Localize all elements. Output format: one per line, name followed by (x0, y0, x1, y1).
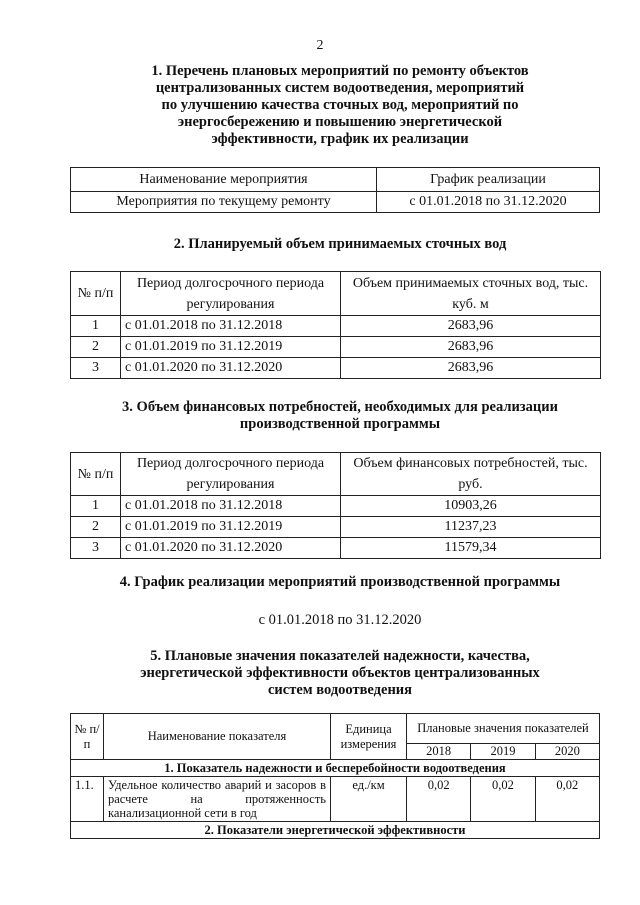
cell-volume: 2683,96 (341, 316, 601, 337)
table-row (71, 777, 600, 822)
header-volume: Объем принимаемых сточных вод, тыс. куб. м (341, 272, 601, 316)
section4-period: с 01.01.2018 по 31.12.2020 (258, 612, 422, 628)
activities-table (70, 167, 600, 213)
header-period: Период долгосрочного периода регулирования (121, 453, 341, 496)
section1-title-line: эффективности, график их реализации (211, 131, 469, 147)
table-header-row (71, 272, 601, 316)
cell-num: 1.1. (71, 777, 104, 822)
wastewater-volume-table (70, 271, 601, 379)
cell-num: 1 (71, 496, 121, 517)
table-row (71, 496, 601, 517)
cell-period: с 01.01.2020 по 31.12.2020 (121, 538, 341, 559)
section4-title: 4. График реализации мероприятий производственной программы (119, 574, 561, 590)
table-header-row (71, 453, 601, 496)
table-row (71, 517, 601, 538)
cell-indicator-name: Удельное количество аварий и засоров в расчете на протяженность канализационной сети в год (104, 777, 331, 822)
header-num: № п/п (71, 453, 121, 496)
cell-schedule: с 01.01.2018 по 31.12.2020 (377, 192, 600, 213)
header-activity-name: Наименование мероприятия (71, 168, 377, 192)
cell-amount: 11237,23 (341, 517, 601, 538)
cell-period: с 01.01.2019 по 31.12.2019 (121, 337, 341, 358)
group-row (71, 822, 600, 839)
section1-title-line: энергосбережению и повышению энергетической (177, 114, 503, 130)
section2-title: 2. Планируемый объем принимаемых сточных вод (173, 236, 507, 252)
section3-title (60, 399, 620, 433)
group-title: 1. Показатель надежности и бесперебойности водоотведения (71, 760, 600, 777)
section5-title-line: 5. Плановые значения показателей надежности, качества, (150, 648, 530, 664)
table-row (71, 192, 600, 213)
cell-activity: Мероприятия по текущему ремонту (71, 192, 377, 213)
indicators-table (70, 713, 600, 839)
financial-needs-table (70, 452, 601, 559)
table-row (71, 316, 601, 337)
header-financial: Объем финансовых потребностей, тыс. руб. (341, 453, 601, 496)
section1-title-line: по улучшению качества сточных вод, мероприятий по (161, 97, 519, 113)
cell-num: 3 (71, 538, 121, 559)
header-schedule: График реализации (377, 168, 600, 192)
cell-amount: 10903,26 (341, 496, 601, 517)
cell-period: с 01.01.2018 по 31.12.2018 (121, 316, 341, 337)
table-header-row (71, 168, 600, 192)
header-year: 2019 (471, 744, 535, 760)
header-period: Период долгосрочного периода регулирования (121, 272, 341, 316)
header-unit: Единица измерения (331, 714, 407, 760)
section3-title-line: производственной программы (239, 416, 441, 432)
group-title: 2. Показатели энергетической эффективности (71, 822, 600, 839)
cell-value-2018: 0,02 (407, 777, 471, 822)
header-num: № п/п (71, 714, 104, 760)
section5-title-line: энергетической эффективности объектов централизованных (140, 665, 540, 681)
header-indicator-name: Наименование показателя (104, 714, 331, 760)
section5-title (60, 648, 620, 699)
cell-period: с 01.01.2020 по 31.12.2020 (121, 358, 341, 379)
cell-num: 1 (71, 316, 121, 337)
section3-title-line: 3. Объем финансовых потребностей, необходимых для реализации (122, 399, 558, 415)
cell-num: 2 (71, 517, 121, 538)
cell-period: с 01.01.2019 по 31.12.2019 (121, 517, 341, 538)
section5-title-line: систем водоотведения (267, 682, 413, 698)
table-row (71, 358, 601, 379)
header-planned-values: Плановые значения показателей (407, 714, 600, 744)
section1-title-line: 1. Перечень плановых мероприятий по ремонту объектов (151, 63, 529, 79)
section1-title-line: централизованных систем водоотведения, мероприятий (155, 80, 525, 96)
cell-unit: ед./км (331, 777, 407, 822)
cell-value-2020: 0,02 (535, 777, 599, 822)
section1-title (60, 63, 620, 148)
cell-volume: 2683,96 (341, 337, 601, 358)
page-number: 2 (316, 38, 324, 53)
cell-amount: 11579,34 (341, 538, 601, 559)
cell-num: 3 (71, 358, 121, 379)
cell-value-2019: 0,02 (471, 777, 535, 822)
cell-num: 2 (71, 337, 121, 358)
table-header-row (71, 714, 600, 744)
group-row (71, 760, 600, 777)
table-row (71, 337, 601, 358)
table-row (71, 538, 601, 559)
header-num: № п/п (71, 272, 121, 316)
cell-period: с 01.01.2018 по 31.12.2018 (121, 496, 341, 517)
header-year: 2020 (535, 744, 599, 760)
cell-volume: 2683,96 (341, 358, 601, 379)
header-year: 2018 (407, 744, 471, 760)
